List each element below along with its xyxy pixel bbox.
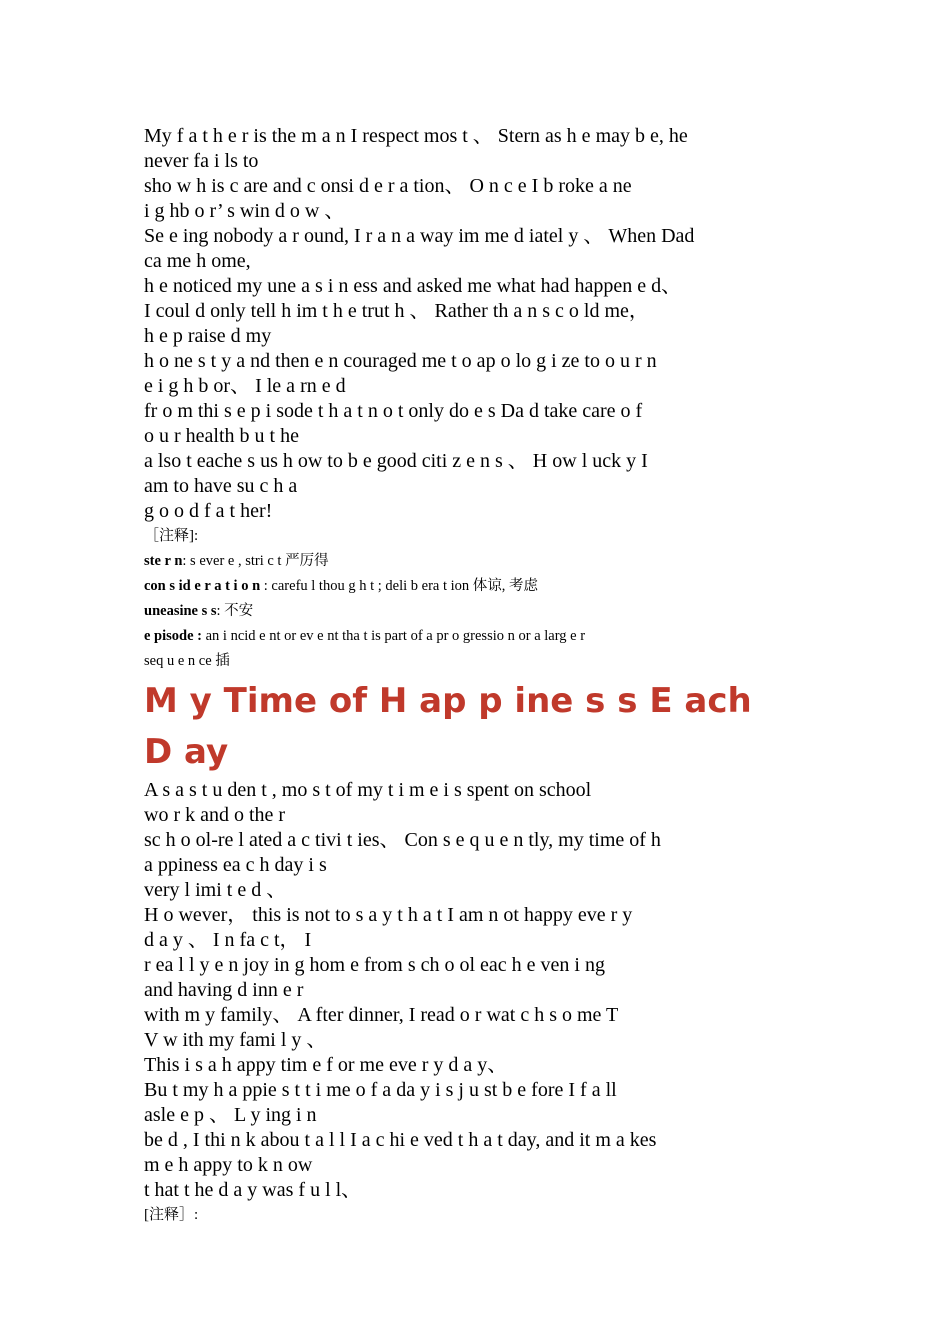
essay2-line: m e h appy to k n ow	[144, 1154, 313, 1176]
essay2-title-line: M y Time of H ap p ine s s E ach	[144, 681, 752, 721]
document-page	[144, 124, 810, 1228]
gloss-entry	[144, 624, 810, 649]
essay2-title-line: D ay	[144, 732, 229, 772]
essay1-line: h o ne s t y a nd then e n couraged me t o ap o lo g i ze to o u r n	[144, 350, 657, 372]
essay1-line: e i g h b or、 I le a rn e d	[144, 375, 346, 397]
essay2-line: be d , I thi n k abou t a l l I a c hi e ved t h a t day, and it m a kes	[144, 1129, 657, 1151]
essay1-line: My f a t h e r is the m a n I respect mos t 、 Stern as h e may b e, he	[144, 125, 688, 147]
essay2-line: with m y family、 A fter dinner, I read o r wat c h s o me T	[144, 1004, 619, 1026]
essay1-line: ca me h ome,	[144, 250, 251, 272]
gloss-definition: : 不安	[216, 603, 254, 619]
essay2-line: asle e p 、 L y ing i n	[144, 1104, 317, 1126]
essay2-line: very l imi t e d 、	[144, 879, 287, 901]
essay1-line: h e noticed my une a s i n ess and asked me what had happen e d、	[144, 275, 682, 297]
gloss-term: e pisode :	[144, 628, 202, 644]
essay2-line: wo r k and o the r	[144, 804, 286, 826]
notes-section	[144, 524, 810, 674]
gloss-entry	[144, 549, 810, 574]
essay2-title	[144, 676, 810, 778]
gloss-entry	[144, 599, 810, 624]
gloss-definition: : s ever e , stri c t 严厉得	[182, 553, 329, 569]
essay1-line: h e p raise d my	[144, 325, 272, 347]
gloss-term: ste r n	[144, 553, 183, 569]
gloss-term: con s id e r a t i o n	[144, 578, 261, 594]
essay2-line: This i s a h appy tim e f or me eve r y d a y、	[144, 1054, 508, 1076]
essay2-line: A s a s t u den t , mo s t of my t i m e i s spent on school	[144, 779, 592, 801]
essay1-line: fr o m thi s e p i sode t h a t n o t only do e s Da d take care o f	[144, 400, 643, 422]
essay2-line: V w ith my fami l y 、	[144, 1029, 327, 1051]
essay1-line: g o o d f a t her!	[144, 500, 273, 522]
essay1-line: never fa i ls to	[144, 150, 259, 172]
essay2-line: and having d inn e r	[144, 979, 304, 1001]
essay2-line: Bu t my h a ppie s t t i me o f a da y i s j u st b e fore I f a ll	[144, 1079, 617, 1101]
gloss-continuation: seq u e n ce 插	[144, 653, 230, 669]
essay1-line: I coul d only tell h im t h e trut h 、 Rather th a n s c o ld me，	[144, 300, 649, 322]
gloss-term: uneasine s s	[144, 603, 217, 619]
essay2-line: t hat t he d a y was f u l l、	[144, 1179, 362, 1201]
gloss-definition: an i ncid e nt or ev e nt tha t is part of a pr o gressio n or a larg e r	[202, 628, 586, 644]
essay-my-father	[144, 124, 810, 524]
essay2-line: H o wever， this is not to s a y t h a t I am n ot happy eve r y	[144, 904, 633, 926]
essay-happiness	[144, 676, 810, 1228]
gloss-entry	[144, 574, 810, 599]
essay1-line: am to have su c h a	[144, 475, 298, 497]
essay2-line: d a y 、 I n fa c t， I	[144, 929, 312, 951]
essay1-line: sho w h is c are and c onsi d e r a tion、 O n c e I b roke a ne	[144, 175, 632, 197]
essay2-notes-heading: [注释］:	[144, 1207, 199, 1223]
essay2-line: r ea l l y e n joy in g hom e from s ch o ol eac h e ven i ng	[144, 954, 605, 976]
essay1-line: o u r health b u t he	[144, 425, 299, 447]
essay1-line: i g hb o r’ s win d o w 、	[144, 200, 345, 222]
essay1-line: Se e ing nobody a r ound, I r a n a way im me d iatel y 、 When Dad	[144, 225, 695, 247]
gloss-definition: : carefu l thou g h t ; deli b era t ion 体谅, 考虑	[260, 578, 539, 594]
essay2-line: a ppiness ea c h day i s	[144, 854, 327, 876]
notes-heading: ［注释]:	[144, 528, 199, 544]
essay1-line: a lso t eache s us h ow to b e good citi z e n s 、 H ow l uck y I	[144, 450, 648, 472]
essay2-line: sc h o ol-re l ated a c tivi t ies、 Con s e q u e n tly, my time of h	[144, 829, 661, 851]
